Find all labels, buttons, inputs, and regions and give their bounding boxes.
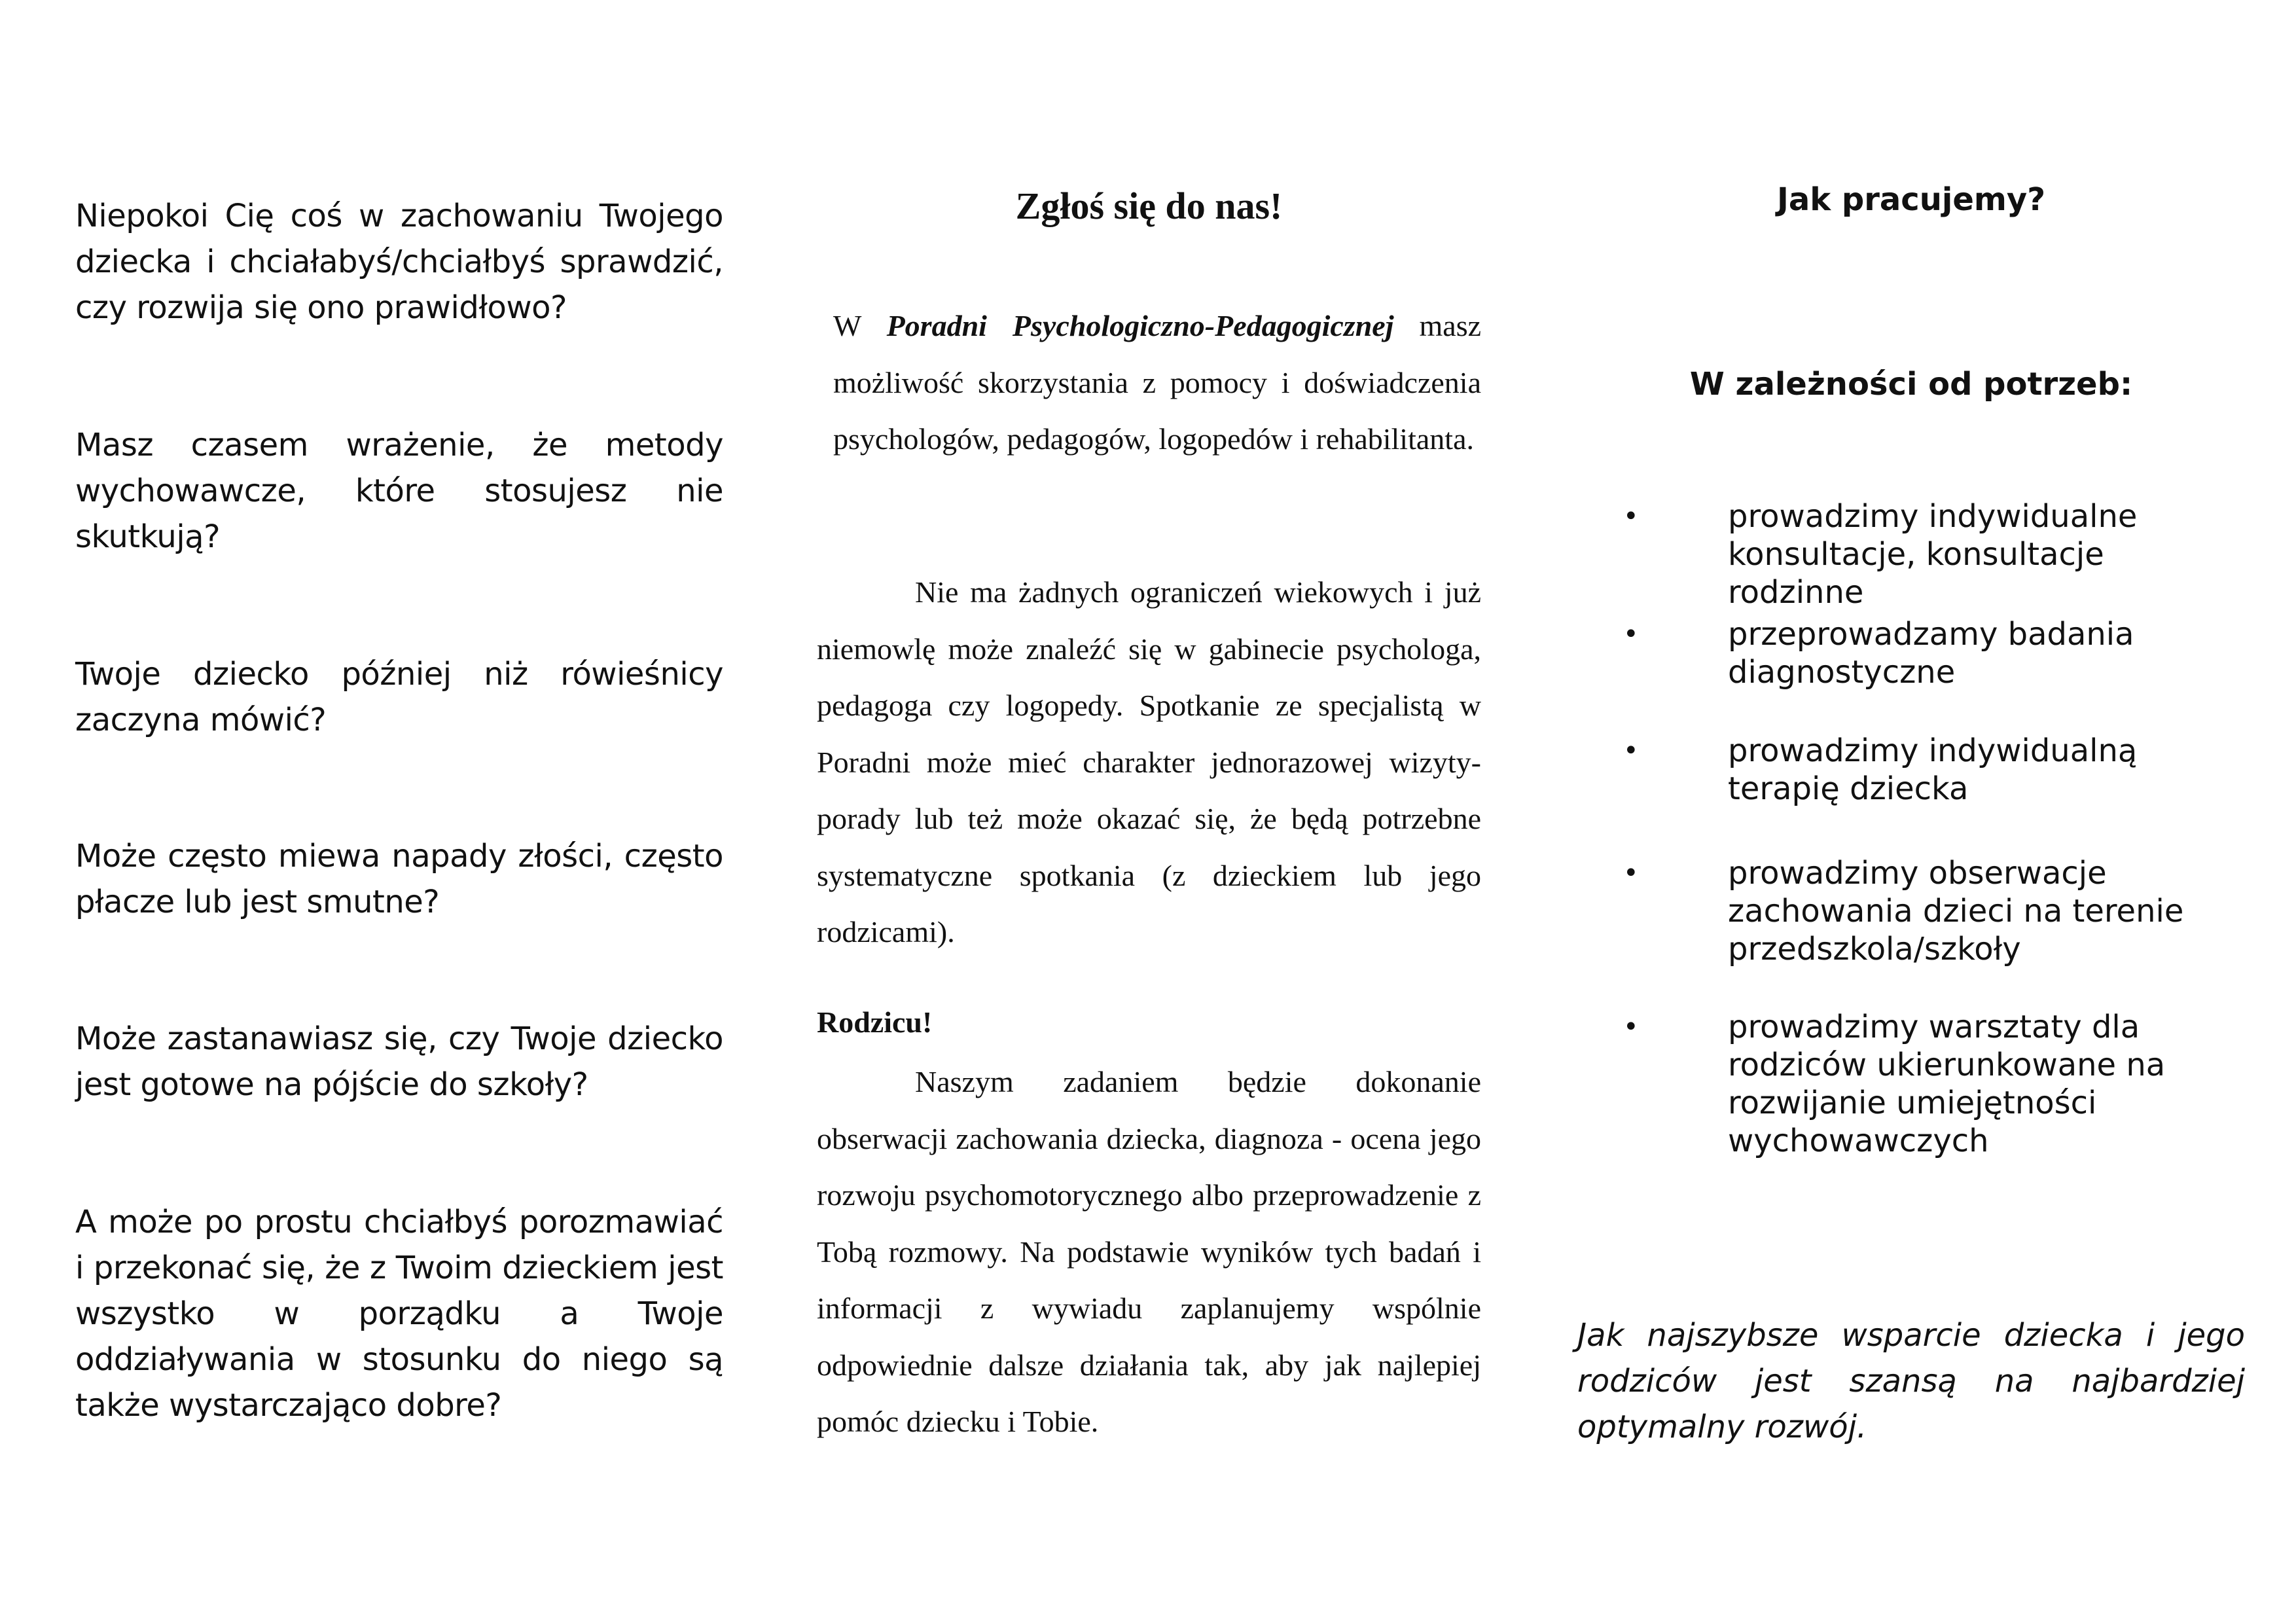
question-5: Może zastanawiasz się, czy Twoje dziecko jest gotowe na pójście do szkoły?: [75, 1020, 723, 1103]
list-item: [1623, 1008, 2245, 1160]
bullet-icon: •: [1623, 619, 1639, 649]
closing-statement: Jak najszybsze wsparcie dziecka i jego rodziców jest szansą na najbardziej optymalny rozwój.: [1577, 1317, 2245, 1445]
parent-heading: Rodzicu!: [817, 1005, 933, 1039]
list-item: [1623, 732, 2245, 808]
list-item: [1623, 854, 2245, 968]
list-item-text: prowadzimy obserwacje zachowania dzieci na terenie przedszkola/szkoły: [1728, 855, 2184, 967]
list-item-text: prowadzimy indywidualną terapię dziecka: [1728, 732, 2138, 807]
institution-name: Poradni Psychologiczno-Pedagogicznej: [886, 309, 1394, 342]
list-item: [1623, 615, 2245, 691]
needs-heading: W zależności od potrzeb:: [1689, 366, 2133, 403]
task-paragraph: Naszym zadaniem będzie dokonanie obserwacji zachowania dziecka, diagnoza - ocena jego rozwoju psychomotorycznego albo przeprowadzenie z Tobą rozmowy. Na podstawie wyników tych badań i informacji z wywiadu zaplanujemy wspólnie odpowiednie dalsze działania tak, aby jak najlepiej pomóc dziecku i Tobie.: [817, 1065, 1481, 1438]
question-6: A może po prostu chciałbyś porozmawiać i przekonać się, że z Twoim dzieckiem jest wszystko w porządku a Twoje oddziaływania w stosunku do niego są także wystarczająco dobre?: [75, 1204, 723, 1424]
list-item: [1623, 497, 2245, 611]
question-2: Masz czasem wrażenie, że metody wychowawcze, które stosujesz nie skutkują?: [75, 427, 723, 555]
how-we-work-heading: Jak pracujemy?: [1776, 181, 2046, 218]
intro-lead: W: [833, 309, 861, 342]
bullet-icon: •: [1623, 736, 1639, 766]
bullet-icon: •: [1623, 858, 1639, 888]
contact-heading: Zgłoś się do nas!: [1015, 185, 1283, 227]
question-3: Twoje dziecko później niż rówieśnicy zaczyna mówić?: [75, 656, 723, 738]
question-4: Może często miewa napady złości, często płacze lub jest smutne?: [75, 838, 723, 920]
question-1: Niepokoi Cię coś w zachowaniu Twojego dziecka i chciałabyś/chciałbyś sprawdzić, czy rozwija się ono prawidłowo?: [75, 198, 723, 326]
intro-rest: masz możliwość skorzystania z pomocy i doświadczenia psychologów, pedagogów, logopedów i rehabilitanta.: [833, 309, 1482, 456]
intro-paragraph: [833, 298, 1481, 468]
bullet-icon: •: [1623, 501, 1639, 532]
list-item-text: prowadzimy warsztaty dla rodziców ukierunkowane na rozwijanie umiejętności wychowawczych: [1728, 1009, 2166, 1159]
age-paragraph: Nie ma żadnych ograniczeń wiekowych i już niemowlę może znaleźć się w gabinecie psychologa, pedagoga czy logopedy. Spotkanie ze specjalistą w Poradni może mieć charakter jednorazowej wizyty-porady lub też może okazać się, że będą potrzebne systematyczne spotkania (z dzieckiem lub jego rodzicami).: [817, 575, 1481, 948]
list-item-text: przeprowadzamy badania diagnostyczne: [1728, 616, 2134, 691]
list-item-text: prowadzimy indywidualne konsultacje, konsultacje rodzinne: [1728, 498, 2138, 611]
bullet-icon: •: [1623, 1012, 1639, 1042]
